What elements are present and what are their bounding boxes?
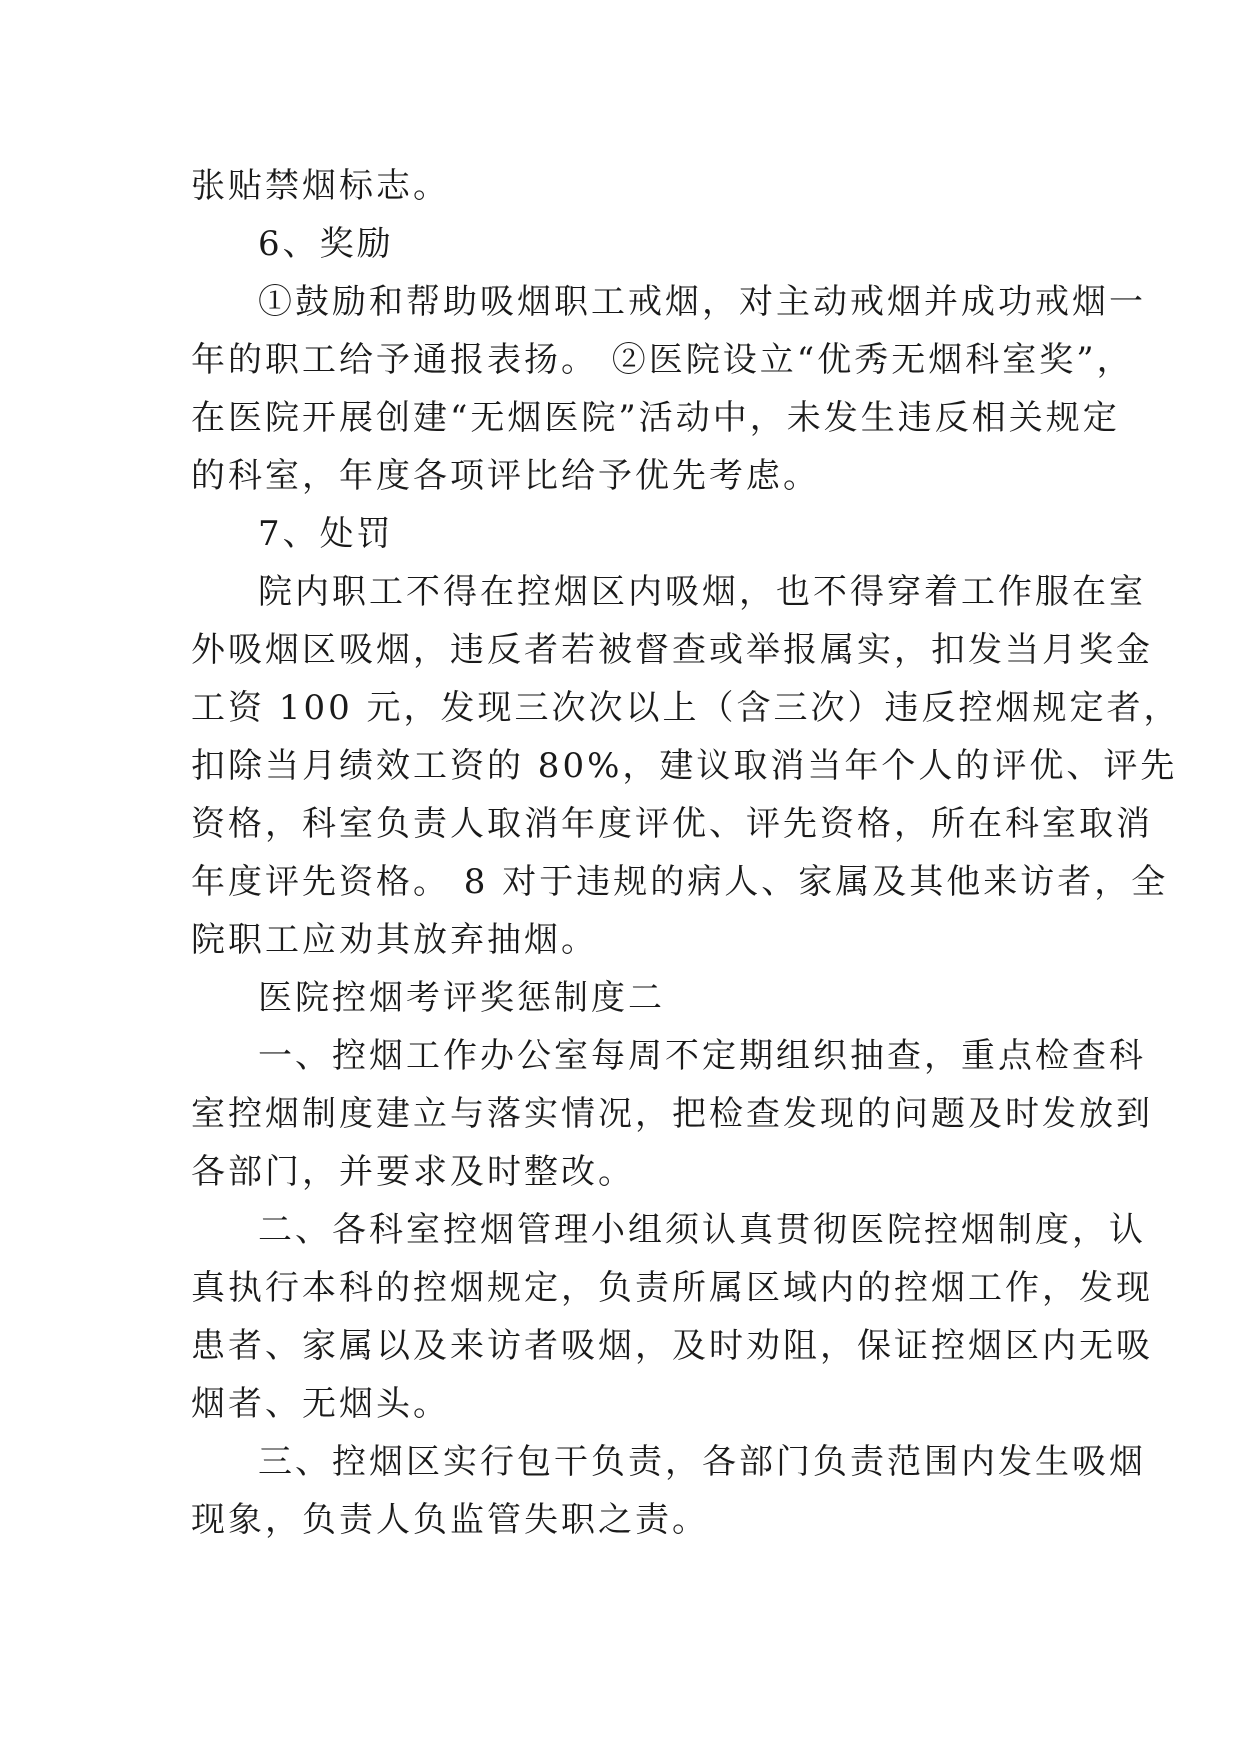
text-line: 室控烟制度建立与落实情况，把检查发现的问题及时发放到 [191, 1094, 1153, 1134]
section-title: 医院控烟考评奖惩制度二 [258, 978, 665, 1018]
text-line: 资格，科室负责人取消年度评优、评先资格，所在科室取消 [191, 804, 1153, 844]
text-line: 真执行本科的控烟规定，负责所属区域内的控烟工作，发现 [191, 1268, 1153, 1308]
text-line: 患者、家属以及来访者吸烟，及时劝阻，保证控烟区内无吸 [191, 1326, 1153, 1366]
text-line: 张贴禁烟标志。 [191, 166, 450, 206]
text-line: 二、各科室控烟管理小组须认真贯彻医院控烟制度，认 [258, 1210, 1146, 1250]
text-line: 的科室，年度各项评比给予优先考虑。 [191, 456, 820, 496]
text-line: ①鼓励和帮助吸烟职工戒烟，对主动戒烟并成功戒烟一 [258, 282, 1146, 322]
text-line: 年的职工给予通报表扬。 ②医院设立“优秀无烟科室奖”， [191, 340, 1134, 380]
text-line: 烟者、无烟头。 [191, 1384, 450, 1424]
text-line: 三、控烟区实行包干负责，各部门负责范围内发生吸烟 [258, 1442, 1146, 1482]
text-line: 一、控烟工作办公室每周不定期组织抽查，重点检查科 [258, 1036, 1146, 1076]
section-heading-penalty: 7、处罚 [258, 514, 394, 554]
section-heading-reward: 6、奖励 [258, 224, 394, 264]
text-line: 在医院开展创建“无烟医院”活动中，未发生违反相关规定 [191, 398, 1120, 438]
text-line: 外吸烟区吸烟，违反者若被督查或举报属实，扣发当月奖金 [191, 630, 1153, 670]
text-line: 扣除当月绩效工资的 80%，建议取消当年个人的评优、评先 [191, 746, 1178, 786]
text-line: 院内职工不得在控烟区内吸烟，也不得穿着工作服在室 [258, 572, 1146, 612]
text-line: 工资 100 元，发现三次次以上（含三次）违反控烟规定者， [191, 688, 1181, 728]
text-line: 现象，负责人负监管失职之责。 [191, 1500, 709, 1540]
text-line: 年度评先资格。 8 对于违规的病人、家属及其他来访者，全 [191, 862, 1169, 902]
text-line: 各部门，并要求及时整改。 [191, 1152, 635, 1192]
text-line: 院职工应劝其放弃抽烟。 [191, 920, 598, 960]
